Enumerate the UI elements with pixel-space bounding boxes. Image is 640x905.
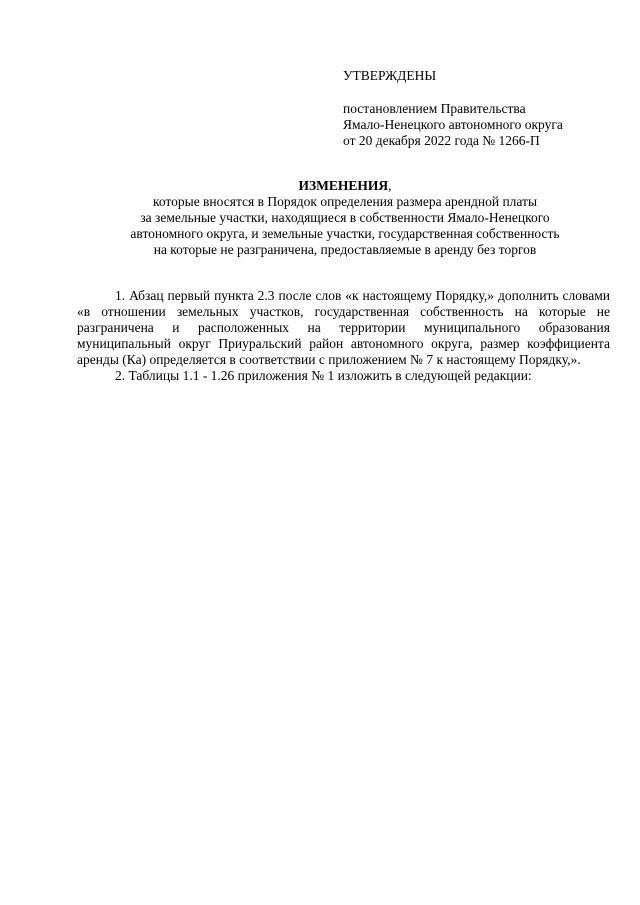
title-line: которые вносятся в Порядок определения размера арендной платы [152,194,538,209]
paragraph: 2. Таблицы 1.1 - 1.26 приложения № 1 изложить в следующей редакции: [115,368,532,383]
title-line: автономного округа, и земельные участки, государственная собственность [130,226,560,241]
title-heading: ИЗМЕНЕНИЯ [298,178,389,193]
document-title [60,178,630,258]
paragraph: 1. Абзац первый пункта 2.3 после слов «к настоящему Порядку,» дополнить словами «в отношении земельных участков, государственная собственность на которые не разграничена и расположенных на территории муниципального образования муниципальный округ Приуральский район автономного округа, размер коэффициента аренды (Ка) определяется в соответствии с приложением № 7 к настоящему Порядку,». [77,288,610,367]
title-line: на которые не разграничена, предоставляемые в аренду без торгов [153,242,537,257]
approval-line: от 20 декабря 2022 года № 1266-П [343,133,540,148]
approval-block [343,68,623,149]
approval-line: Ямало-Ненецкого автономного округа [343,117,563,132]
title-heading-line [60,178,630,194]
approval-line: постановлением Правительства [343,101,526,116]
document-body [77,288,610,384]
title-line: за земельные участки, находящиеся в собственности Ямало-Ненецкого [140,210,550,225]
approved-label: УТВЕРЖДЕНЫ [343,68,437,83]
title-heading-suffix: , [388,178,392,193]
